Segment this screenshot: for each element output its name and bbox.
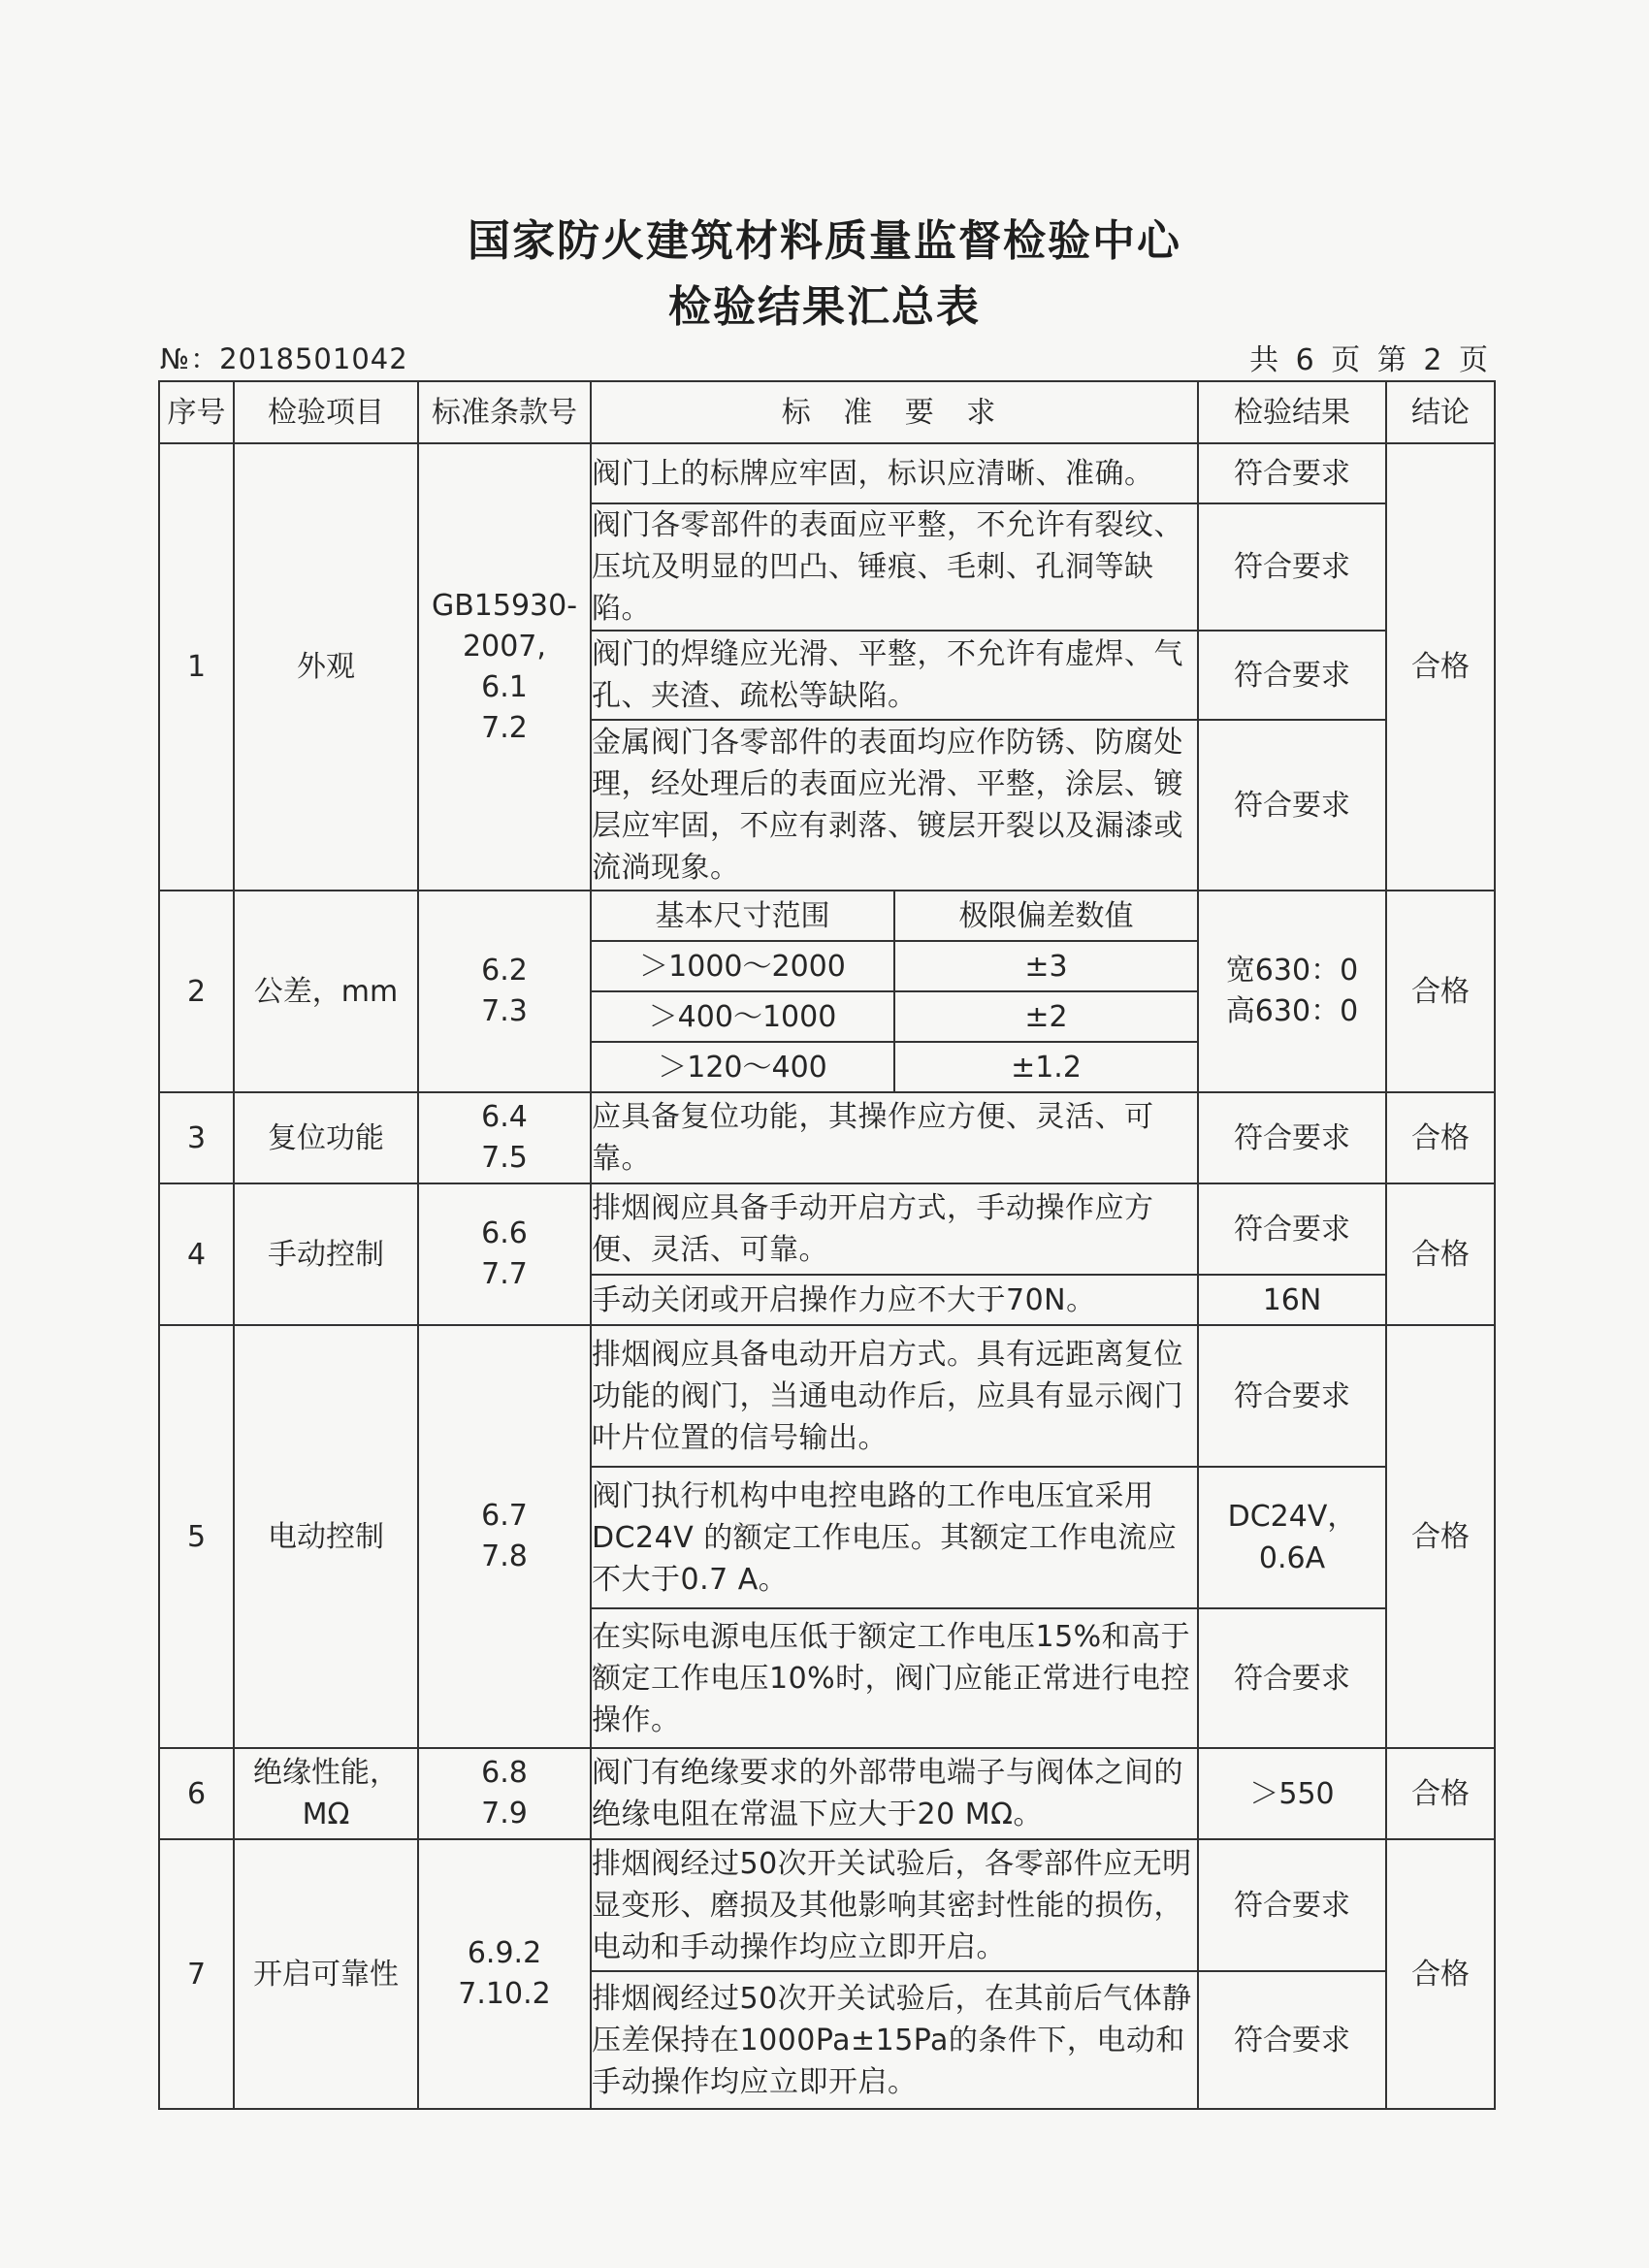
- col-header-conclusion: 结论: [1386, 381, 1495, 443]
- clause-line: 6.4: [481, 1100, 528, 1134]
- page-indicator: 共 6 页 第 2 页: [1249, 343, 1492, 377]
- result-height: 高630：0: [1225, 994, 1359, 1028]
- result-value: ＞550: [1198, 1748, 1386, 1839]
- col-header-result: 检验结果: [1198, 381, 1386, 443]
- row-item: 外观: [234, 443, 418, 891]
- row-clause: [418, 1325, 591, 1748]
- clause-line: 6.1: [481, 669, 528, 704]
- requirement-text: 阀门的焊缝应光滑、平整，不允许有虚焊、气孔、夹渣、疏松等缺陷。: [591, 631, 1198, 720]
- requirement-text: 排烟阀应具备电动开启方式。具有远距离复位功能的阀门，当通电动作后，应具有显示阀门叶片位置的信号输出。: [591, 1325, 1198, 1467]
- requirement-text: 金属阀门各零部件的表面均应作防锈、防腐处理，经处理后的表面应光滑、平整，涂层、镀层应牢固，不应有剥落、镀层开裂以及漏漆或流淌现象。: [591, 720, 1198, 891]
- tolerance-range: ＞120～400: [592, 1042, 894, 1091]
- table-row: [159, 891, 1495, 1092]
- tolerance-table: [592, 891, 1197, 1091]
- row-number: 3: [159, 1092, 234, 1183]
- row-conclusion: 合格: [1386, 443, 1495, 891]
- tolerance-range: ＞1000～2000: [592, 941, 894, 991]
- result-value: 符合要求: [1198, 1608, 1386, 1748]
- report-number: №：2018501042: [160, 342, 408, 375]
- table-row: [159, 1839, 1495, 1971]
- row-number: 4: [159, 1183, 234, 1325]
- clause-line: 7.3: [481, 994, 528, 1028]
- tolerance-header-range: 基本尺寸范围: [592, 891, 894, 941]
- result-value: 16N: [1198, 1275, 1386, 1325]
- clause-line: 6.7: [481, 1499, 528, 1533]
- tolerance-header-deviation: 极限偏差数值: [894, 891, 1197, 941]
- requirement-text: 排烟阀经过50次开关试验后，各零部件应无明显变形、磨损及其他影响其密封性能的损伤，电动和手动操作均应立即开启。: [591, 1839, 1198, 1971]
- row-clause: [418, 1092, 591, 1183]
- clause-line: GB15930-: [431, 588, 578, 623]
- clause-line: 7.2: [481, 710, 528, 745]
- row-item: 开启可靠性: [234, 1839, 418, 2109]
- tolerance-deviation: ±1.2: [1011, 1050, 1082, 1085]
- col-header-item: 检验项目: [234, 381, 418, 443]
- document-title: 国家防火建筑材料质量监督检验中心: [468, 216, 1181, 266]
- clause-line: 6.8: [481, 1756, 528, 1790]
- clause-line: 6.6: [481, 1216, 528, 1250]
- row-clause: [418, 1839, 591, 2109]
- result-value: 符合要求: [1198, 1092, 1386, 1183]
- clause-line: 7.8: [481, 1539, 528, 1573]
- requirement-text: 在实际电源电压低于额定工作电压15%和高于额定工作电压10%时，阀门应能正常进行电控操作。: [591, 1608, 1198, 1748]
- clause-line: 2007,: [463, 629, 546, 664]
- clause-line: 6.9.2: [467, 1936, 542, 1970]
- tolerance-deviation: ±2: [894, 991, 1197, 1042]
- result-value: 符合要求: [1198, 1971, 1386, 2109]
- result-value: 符合要求: [1198, 1325, 1386, 1467]
- result-value: 符合要求: [1198, 503, 1386, 631]
- requirement-text: 阀门有绝缘要求的外部带电端子与阀体之间的绝缘电阻在常温下应大于20 MΩ。: [591, 1748, 1198, 1839]
- row-conclusion: 合格: [1386, 1092, 1495, 1183]
- result-value: [1198, 891, 1386, 1092]
- row-clause: [418, 443, 591, 891]
- results-table: [158, 380, 1496, 2110]
- result-value: 符合要求: [1198, 720, 1386, 891]
- col-header-no: 序号: [159, 381, 234, 443]
- table-row: [159, 1325, 1495, 1467]
- row-number: 6: [159, 1748, 234, 1839]
- result-value: 符合要求: [1198, 631, 1386, 720]
- row-number: 2: [159, 891, 234, 1092]
- clause-line: 7.5: [481, 1141, 528, 1175]
- clause-line: 7.9: [481, 1797, 528, 1831]
- row-conclusion: 合格: [1386, 1325, 1495, 1748]
- clause-line: 7.10.2: [458, 1977, 551, 2011]
- row-conclusion: 合格: [1386, 891, 1495, 1092]
- result-value: 符合要求: [1198, 1839, 1386, 1971]
- row-number: 5: [159, 1325, 234, 1748]
- tolerance-deviation: ±3: [894, 941, 1197, 991]
- result-value: 符合要求: [1198, 443, 1386, 503]
- tolerance-range: ＞400～1000: [592, 991, 894, 1042]
- result-value: DC24V，0.6A: [1198, 1467, 1386, 1608]
- requirement-text: 应具备复位功能，其操作应方便、灵活、可靠。: [591, 1092, 1198, 1183]
- row-conclusion: 合格: [1386, 1183, 1495, 1325]
- row-clause: [418, 891, 591, 1092]
- document-subtitle: 检验结果汇总表: [668, 282, 981, 332]
- result-width: 宽630：0: [1225, 954, 1359, 988]
- row-clause: [418, 1748, 591, 1839]
- row-item: 电动控制: [234, 1325, 418, 1748]
- table-row: [159, 1748, 1495, 1839]
- requirement-text: 排烟阀应具备手动开启方式，手动操作应方便、灵活、可靠。: [591, 1183, 1198, 1275]
- table-header-row: [159, 381, 1495, 443]
- table-row: [159, 1183, 1495, 1275]
- table-row: [159, 443, 1495, 503]
- row-conclusion: 合格: [1386, 1748, 1495, 1839]
- result-value: 符合要求: [1198, 1183, 1386, 1275]
- row-conclusion: 合格: [1386, 1839, 1495, 2109]
- row-item: 复位功能: [234, 1092, 418, 1183]
- clause-line: 7.7: [481, 1257, 528, 1291]
- requirement-text: 阀门各零部件的表面应平整，不允许有裂纹、压坑及明显的凹凸、锤痕、毛刺、孔洞等缺陷。: [591, 503, 1198, 631]
- row-number: 1: [159, 443, 234, 891]
- requirement-text: 排烟阀经过50次开关试验后，在其前后气体静压差保持在1000Pa±15Pa的条件下，电动和手动操作均应立即开启。: [591, 1971, 1198, 2109]
- row-item: 手动控制: [234, 1183, 418, 1325]
- row-number: 7: [159, 1839, 234, 2109]
- requirement-text: 阀门上的标牌应牢固，标识应清晰、准确。: [591, 443, 1198, 503]
- tolerance-table-cell: [591, 891, 1198, 1092]
- clause-line: 6.2: [481, 954, 528, 988]
- row-clause: [418, 1183, 591, 1325]
- requirement-text: 阀门执行机构中电控电路的工作电压宜采用 DC24V 的额定工作电压。其额定工作电流应不大于0.7 A。: [591, 1467, 1198, 1608]
- row-item: 公差，mm: [234, 891, 418, 1092]
- col-header-requirement: 标 准 要 求: [591, 381, 1198, 443]
- col-header-clause: 标准条款号: [418, 381, 591, 443]
- requirement-text: 手动关闭或开启操作力应不大于70N。: [591, 1275, 1198, 1325]
- table-row: [159, 1092, 1495, 1183]
- row-item: 绝缘性能，MΩ: [234, 1748, 418, 1839]
